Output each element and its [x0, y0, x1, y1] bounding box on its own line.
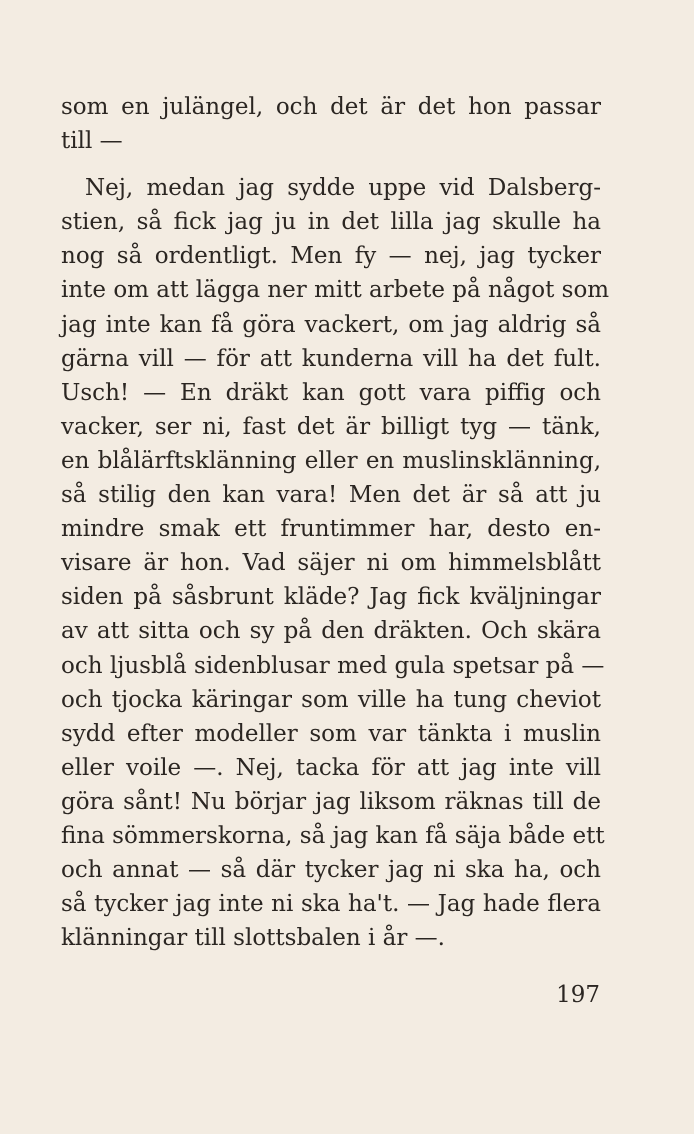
text-line: en blålärftsklänning eller en muslinsklänning, — [61, 447, 601, 474]
text-line: jag inte kan få göra vackert, om jag aldrig så — [61, 311, 601, 338]
text-line: så stilig den kan vara! Men det är så att ju — [61, 482, 601, 509]
text-line: fina sömmerskorna, så jag kan få säja både ett — [61, 822, 605, 849]
text-line: och tjocka käringar som ville ha tung cheviot — [61, 686, 601, 713]
text-line: och ljusblå sidenblusar med gula spetsar på — — [61, 652, 605, 679]
text-line: inte om att lägga ner mitt arbete på något som — [61, 277, 610, 304]
text-line: Nej, medan jag sydde uppe vid Dalsberg- — [85, 175, 601, 202]
text-line: till — — [61, 128, 123, 155]
text-line: nog så ordentligt. Men fy — nej, jag tycker — [61, 243, 601, 270]
text-line: så tycker jag inte ni ska ha't. — Jag hade flera — [61, 891, 601, 918]
text-line: sydd efter modeller som var tänkta i muslin — [61, 720, 601, 747]
text-line: gärna vill — för att kunderna vill ha det fult. — [61, 345, 601, 372]
text-line: klänningar till slottsbalen i år —. — [61, 925, 445, 952]
page-body-text — [61, 90, 610, 955]
text-line: vacker, ser ni, fast det är billigt tyg — tänk, — [61, 413, 601, 440]
text-line: Usch! — En dräkt kan gott vara piffig och — [61, 379, 601, 406]
text-line: visare är hon. Vad säjer ni om himmelsblått — [61, 550, 601, 577]
text-line: siden på såsbrunt kläde? Jag fick kväljningar — [61, 584, 601, 611]
page-number: 197 — [556, 982, 600, 1008]
paragraph-break — [61, 158, 601, 171]
text-line: av att sitta och sy på den dräkten. Och skära — [61, 618, 601, 645]
text-line: stien, så fick jag ju in det lilla jag skulle ha — [61, 209, 601, 236]
text-line: och annat — så där tycker jag ni ska ha, och — [61, 857, 601, 884]
text-line: mindre smak ett fruntimmer har, desto en- — [61, 516, 601, 543]
text-line: göra sånt! Nu börjar jag liksom räknas till de — [61, 788, 601, 815]
text-line: eller voile —. Nej, tacka för att jag inte vill — [61, 754, 601, 781]
text-line: som en julängel, och det är det hon passar — [61, 94, 601, 120]
